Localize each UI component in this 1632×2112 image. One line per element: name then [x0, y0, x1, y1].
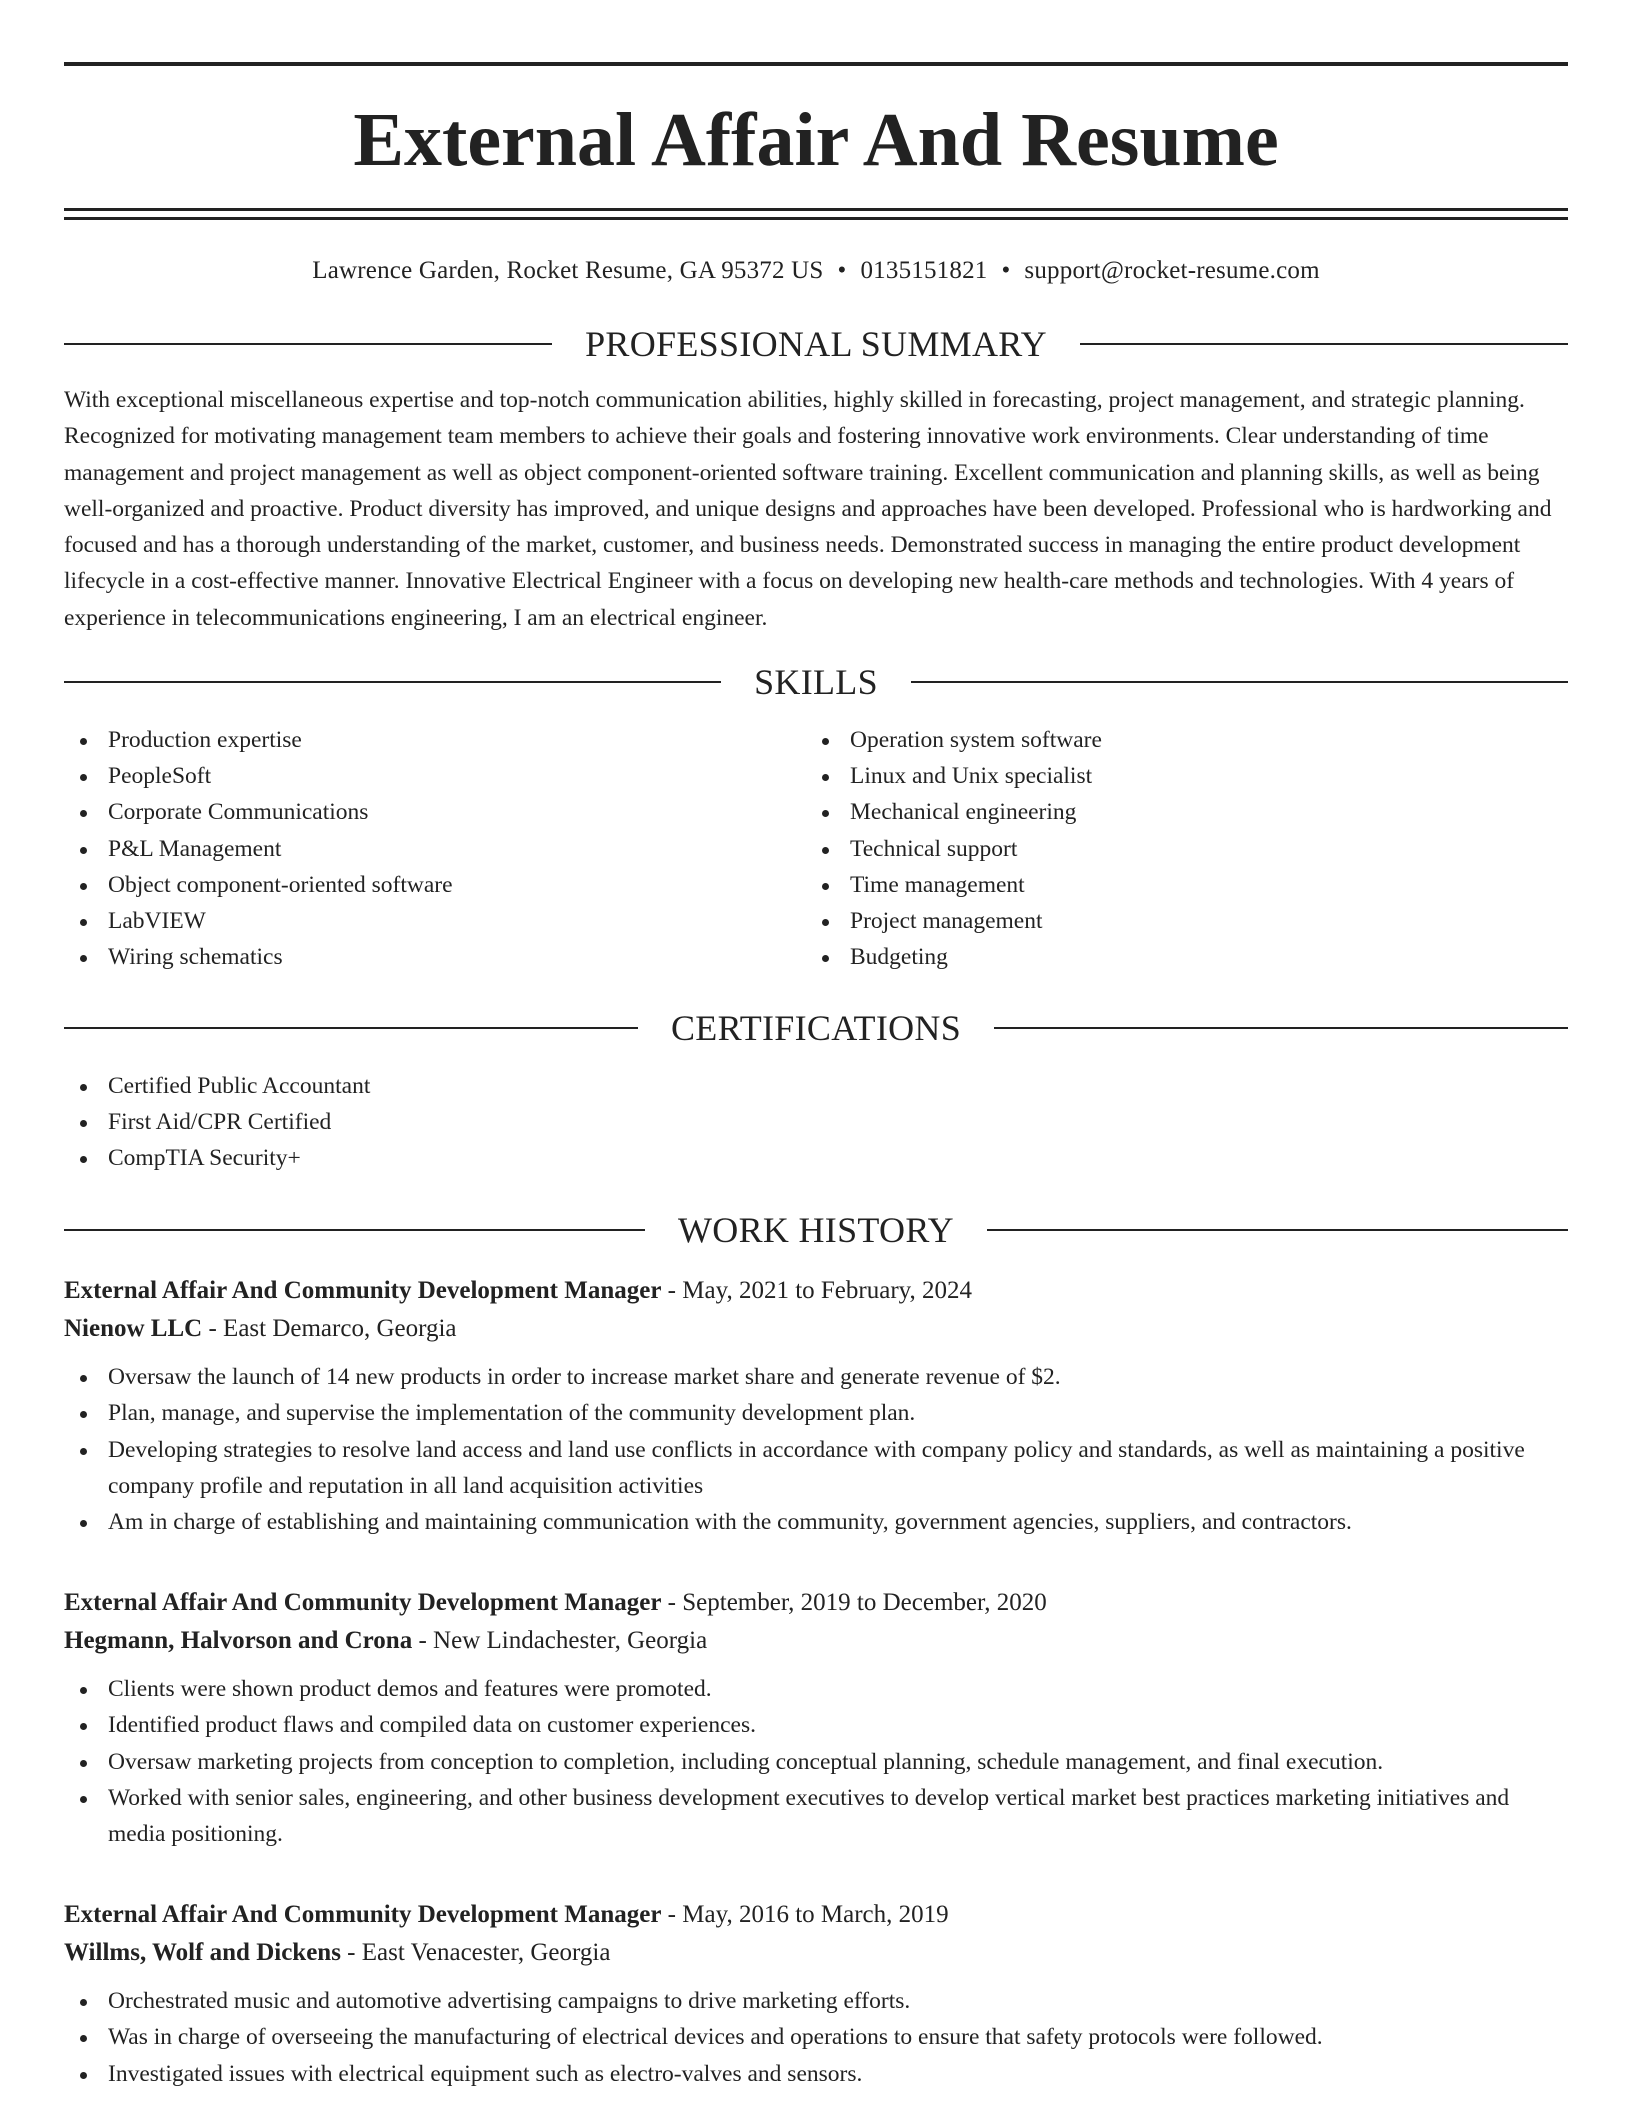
- job-bullets: [64, 1983, 1568, 2092]
- job-title: External Affair And Community Development Manager: [64, 1277, 662, 1305]
- job-bullet: Orchestrated music and automotive advertising campaigns to drive marketing efforts.: [64, 1983, 1568, 2019]
- skill-item: Production expertise: [64, 722, 806, 758]
- skill-item: LabVIEW: [64, 903, 806, 939]
- summary-text: With exceptional miscellaneous expertise and top-notch communication abilities, highly skilled in forecasting, project management, and strategic planning. Recognized for motivating management team members to achieve their goals and fostering innovative work environments. Clear understanding of time management and project management as well as object component-oriented software training. Excellent communication and planning skills, as well as being well-organized and proactive. Product diversity has improved, and unique designs and approaches have been developed. Professional who is hardworking and focused and has a thorough understanding of the market, customer, and business needs. Demonstrated success in managing the entire product development lifecycle in a cost-effective manner. Innovative Electrical Engineer with a focus on developing new health-care methods and technologies. With 4 years of experience in telecommunications engineering, I am an electrical engineer.: [64, 387, 1552, 631]
- heading-rule-right: [994, 1027, 1568, 1029]
- job-location: - East Venacester, Georgia: [340, 1939, 611, 1967]
- job-title: External Affair And Community Development Manager: [64, 1901, 662, 1929]
- job-bullet: Plan, manage, and supervise the implementation of the community development plan.: [64, 1395, 1568, 1431]
- heading-rule-left: [64, 681, 721, 683]
- job-title-line: [64, 1272, 1568, 1310]
- work-section-heading: [64, 1210, 1568, 1250]
- heading-rule-right: [987, 1229, 1568, 1231]
- job-title: External Affair And Community Development Manager: [64, 1589, 662, 1617]
- job-bullet: Worked with senior sales, engineering, and other business development executives to develop vertical market best practices marketing initiatives and media positioning.: [64, 1780, 1568, 1852]
- contact-phone[interactable]: 0135151821: [860, 257, 988, 284]
- heading-rule-right: [911, 681, 1568, 683]
- certifications-section-heading: [64, 1008, 1568, 1048]
- job-bullet: Identified product flaws and compiled data on customer experiences.: [64, 1707, 1568, 1743]
- skill-item: Linux and Unix specialist: [806, 758, 1548, 794]
- skill-item: Time management: [806, 867, 1548, 903]
- skill-item: Wiring schematics: [64, 939, 806, 975]
- job-company: Nienow LLC: [64, 1315, 203, 1343]
- job-bullet: Oversaw the launch of 14 new products in order to increase market share and generate revenue of $2.: [64, 1359, 1568, 1395]
- contact-separator: •: [1001, 257, 1011, 284]
- job-location: - East Demarco, Georgia: [202, 1315, 457, 1343]
- job-company: Willms, Wolf and Dickens: [64, 1939, 341, 1967]
- skills-grid: [64, 722, 1568, 975]
- job-company: Hegmann, Halvorson and Crona: [64, 1627, 413, 1655]
- job-company-line: [64, 1934, 1568, 1972]
- title-double-rule: [64, 208, 1568, 220]
- work-heading: WORK HISTORY: [678, 1210, 954, 1251]
- job-dates: - May, 2016 to March, 2019: [661, 1901, 949, 1929]
- job-bullet: Oversaw marketing projects from conception to completion, including conceptual planning, schedule management, and final execution.: [64, 1744, 1568, 1780]
- job-dates: - May, 2021 to February, 2024: [661, 1277, 973, 1305]
- job-bullets: [64, 1671, 1568, 1852]
- skill-item: PeopleSoft: [64, 758, 806, 794]
- job-location: - New Lindachester, Georgia: [412, 1627, 708, 1655]
- job-bullet: Am in charge of establishing and maintaining communication with the community, government agencies, suppliers, and contractors.: [64, 1504, 1568, 1540]
- skill-item: Object component-oriented software: [64, 867, 806, 903]
- skill-item: Mechanical engineering: [806, 794, 1548, 830]
- certification-item: First Aid/CPR Certified: [64, 1104, 1568, 1140]
- contact-line: [64, 256, 1568, 286]
- job-dates: - September, 2019 to December, 2020: [661, 1589, 1047, 1617]
- summary-section-heading: [64, 324, 1568, 364]
- page-title: External Affair And Resume: [353, 98, 1279, 182]
- heading-rule-left: [64, 1027, 638, 1029]
- summary-heading: PROFESSIONAL SUMMARY: [585, 324, 1047, 364]
- job-entry: [64, 1584, 1568, 1852]
- skill-item: Project management: [806, 903, 1548, 939]
- skills-section-heading: [64, 662, 1568, 702]
- certifications-list: [64, 1068, 1568, 1177]
- job-bullet: Developing strategies to resolve land access and land use conflicts in accordance with company policy and standards, as well as maintaining a positive company profile and reputation in all land acquisition activities: [64, 1432, 1568, 1504]
- top-rule: [64, 62, 1568, 66]
- resume-page: [0, 62, 1632, 2112]
- heading-rule-left: [64, 343, 552, 345]
- heading-rule-right: [1080, 343, 1568, 345]
- certifications-heading: CERTIFICATIONS: [670, 1007, 962, 1048]
- skills-left-column: [64, 722, 806, 975]
- job-title-line: [64, 1896, 1568, 1934]
- skill-item: Corporate Communications: [64, 794, 806, 830]
- job-bullet: Was in charge of overseeing the manufacturing of electrical devices and operations to ensure that safety protocols were followed.: [64, 2019, 1568, 2055]
- skill-item: Operation system software: [806, 722, 1548, 758]
- skill-item: Technical support: [806, 831, 1548, 867]
- skills-heading: SKILLS: [754, 662, 878, 703]
- job-bullet: Investigated issues with electrical equipment such as electro-valves and sensors.: [64, 2056, 1568, 2092]
- contact-email[interactable]: support@rocket-resume.com: [1024, 257, 1320, 284]
- job-company-line: [64, 1310, 1568, 1348]
- job-bullet: Clients were shown product demos and features were promoted.: [64, 1671, 1568, 1707]
- certification-item: Certified Public Accountant: [64, 1068, 1568, 1104]
- skill-item: Budgeting: [806, 939, 1548, 975]
- skills-right-column: [806, 722, 1548, 975]
- contact-address: Lawrence Garden, Rocket Resume, GA 95372 US: [312, 257, 824, 284]
- job-entry: [64, 1896, 1568, 2092]
- contact-separator: •: [837, 257, 847, 284]
- skill-item: P&L Management: [64, 831, 806, 867]
- heading-rule-left: [64, 1229, 645, 1231]
- certification-item: CompTIA Security+: [64, 1140, 1568, 1176]
- job-title-line: [64, 1584, 1568, 1622]
- job-entry: [64, 1272, 1568, 1540]
- job-company-line: [64, 1622, 1568, 1660]
- work-history-list: [64, 1272, 1568, 2092]
- job-bullets: [64, 1359, 1568, 1540]
